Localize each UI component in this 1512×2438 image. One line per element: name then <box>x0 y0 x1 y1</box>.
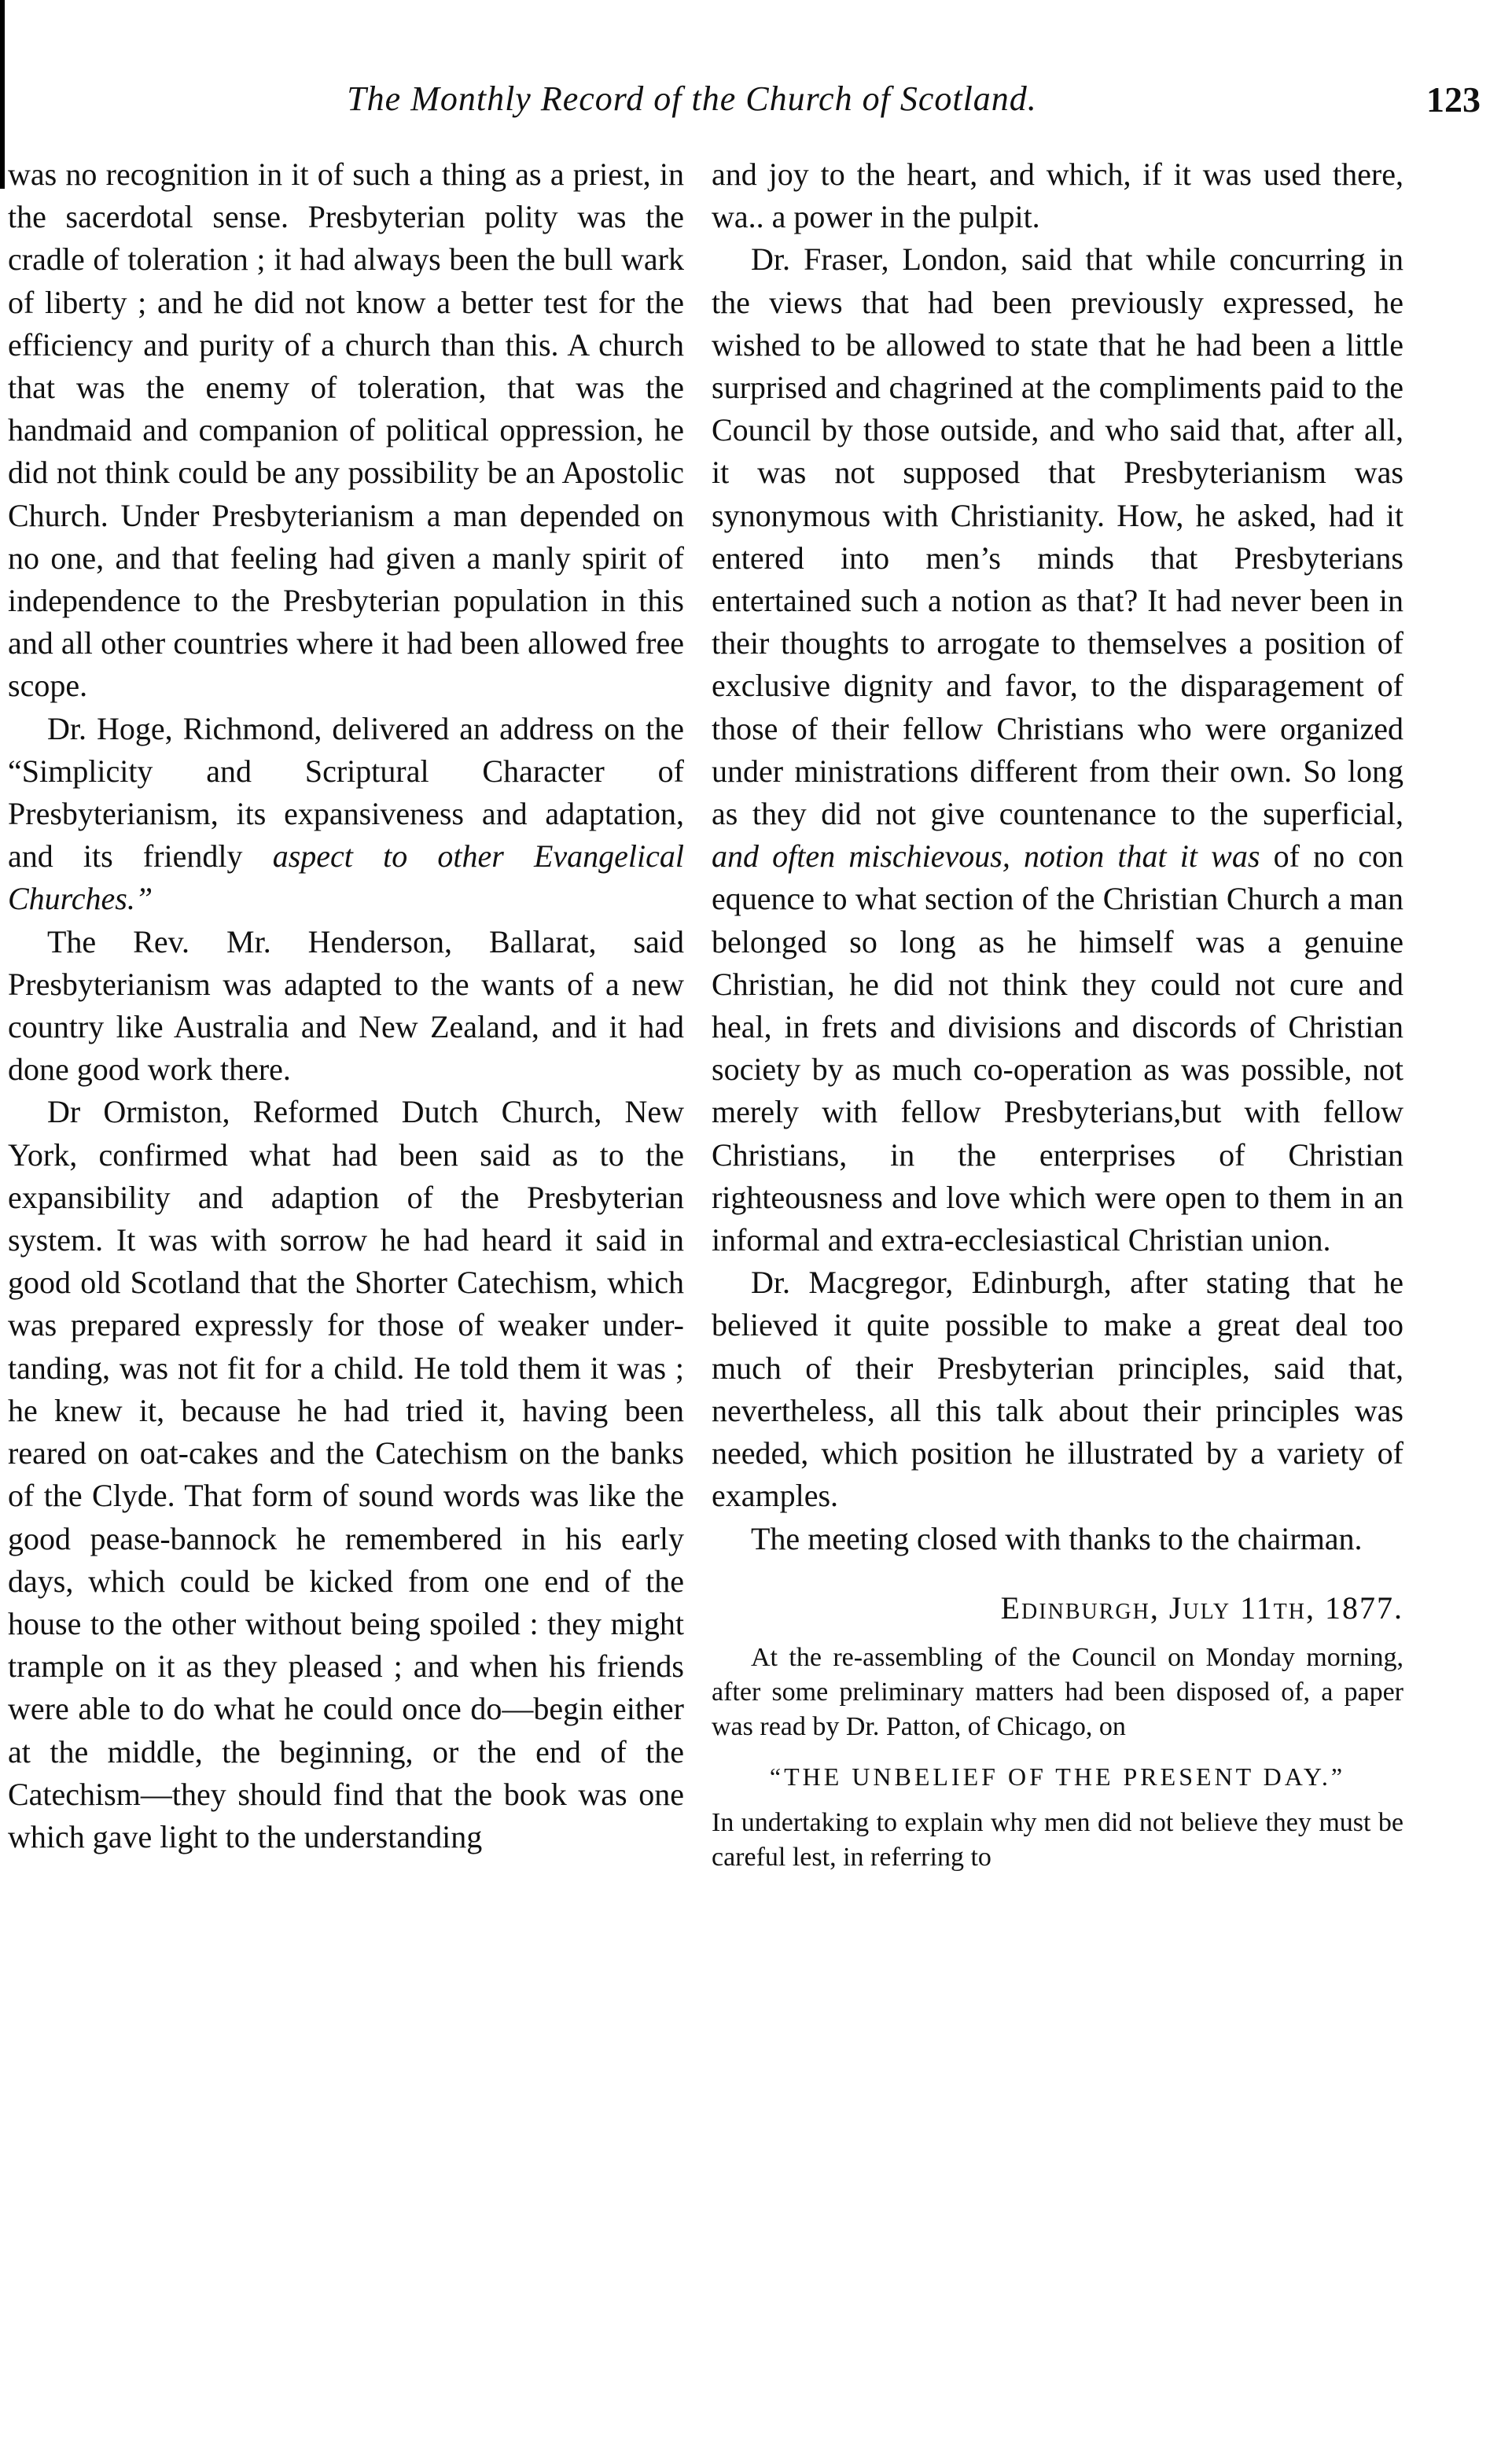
paragraph-unbelief: In undertaking to explain why men did not believe they must be careful lest, in referring to <box>712 1808 1403 1873</box>
paragraph-hoge <box>8 708 684 921</box>
paragraph-henderson: The Rev. Mr. Henderson, Ballarat, said Presbyterianism was adapted to the wants of a new country like Australia and New Zealand, and it had done good work there. <box>8 923 684 1088</box>
fraser-italic-text: and often mischievous, notion that it was <box>712 838 1260 875</box>
fraser-text-rest: of no con equence to what section of the Christian Church a man belonged so long as he himself was a genuine Christian, he did not think they could not cure and heal, in frets and divisions and discords of Christian society by as much co-operation as was possible, not merely with fellow Presbyterians,but with fellow Christians, in the enterprises of Christian righteousness and love which were open to them in an informal and extra-ecclesiastical Christian union. <box>712 838 1404 1258</box>
paper-title: “THE UNBELIEF OF THE PRESENT DAY.” <box>769 1762 1346 1791</box>
dateline: Edinburgh, July 11th, 1877. <box>1000 1589 1403 1626</box>
hoge-text: Dr. Hoge, Richmond, delivered an address on the “Simplicity and Scriptural Character of Presbyterianism, its expansiveness and adaptation, and its friendly <box>8 710 684 875</box>
paragraph-recognition: was no recognition in it of such a thing as a priest, in the sacerdotal sense. Presbyterian polity was the cradle of toleration ; it had always been the bull wark of liberty ; and he did not know a better test for the efficiency and purity of a church than this. A church that was the enemy of toleration, that was the handmaid and companion of political oppression, he did not think could be any possibility be an Apostolic Church. Under Presbyterianism a man depended on no one, and that feeling had given a manly spirit of independence to the Presbyterian population in this and all other countries where it had been allowed free scope. <box>8 157 684 704</box>
paragraph-closing: The meeting closed with thanks to the chairman. <box>751 1520 1363 1556</box>
paragraph-fraser <box>712 238 1403 1261</box>
journal-title: The Monthly Record of the Church of Scotland. <box>347 79 1037 118</box>
page-number: 123 <box>1426 79 1481 120</box>
hoge-italic-text: aspect to other Evangelical Churches.” <box>8 838 685 917</box>
paragraph-joy: and joy to the heart, and which, if it was used there, wa.. a power in the pulpit. <box>712 157 1403 235</box>
paragraph-reassembling: At the re-assembling of the Council on Monday morning, after some preliminary matters had been disposed of, a paper was read by Dr. Patton, of Chicago, on <box>712 1642 1403 1741</box>
right-column <box>712 153 1403 1875</box>
paragraph-ormiston: Dr Ormiston, Reformed Dutch Church, New York, confirmed what had been said as to the expansibility and adaption of the Presbyterian system. It was with sorrow he had heard it said in good old Scotland that the Shorter Catechism, which was prepared expressly for those of weaker under-tanding, was not fit for a child. He told them it was ; he knew it, because he had tried it, having been reared on oat-cakes and the Catechism on the banks of the Clyde. That form of sound words was like the good pease-bannock he remembered in his early days, which could be kicked from one end of the house to the other without being spoiled : they might trample on it as they pleased ; and when his friends were able to do what he could once do—begin either at the middle, the beginning, or the end of the Catechism—they should find that the book was one which gave light to the understanding <box>8 1094 684 1854</box>
paragraph-macgregor: Dr. Macgregor, Edinburgh, after stating that he believed it quite possible to make a great deal too much of their Presbyterian principles, said that, nevertheless, all this talk about their principles was needed, which position he illustrated by a variety of examples. <box>712 1265 1403 1514</box>
running-header <box>0 72 1512 135</box>
fraser-text: Dr. Fraser, London, said that while concurring in the views that had been previously expressed, he wished to be allowed to state that he had been a little surprised and chagrined at the compliments paid to the Council by those outside, and who said that, after all, it was not supposed that Presbyterianism was synonymous with Christianity. How, he asked, had it entered into men’s minds that Presbyterians entertained such a notion as that? It had never been in their thoughts to arrogate to themselves a position of exclusive dignity and favor, to the disparagement of those of their fellow Christians who were organized under ministrations different from their own. So long as they did not give countenance to the superficial, <box>712 241 1403 832</box>
left-column <box>8 153 684 1858</box>
